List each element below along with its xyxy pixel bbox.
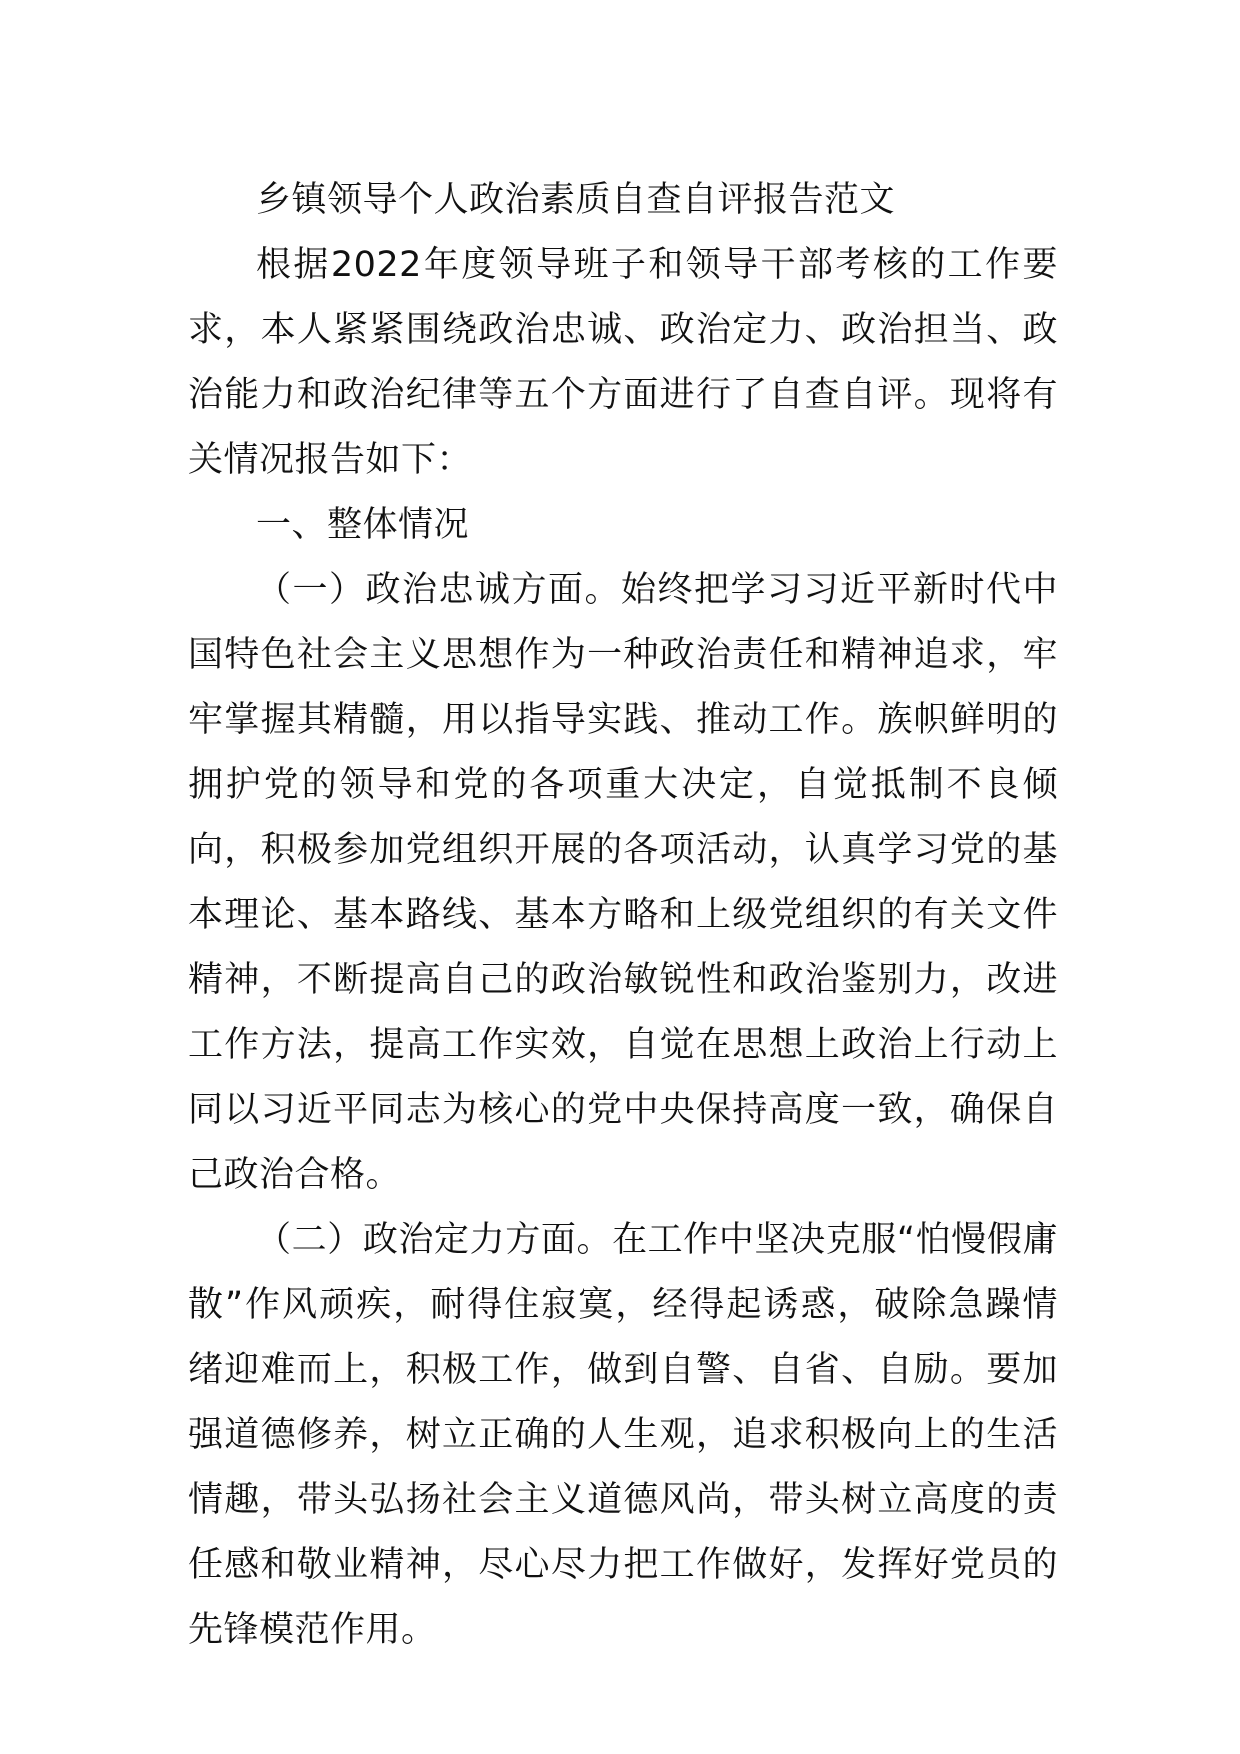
- paragraph-political-determination: （二）政治定力方面。在工作中坚决克服“怕慢假庸散”作风顽疾，耐得住寂寞，经得起诱惑，破除急躁情绪迎难而上，积极工作，做到自警、自省、自励。要加强道德修养，树立正确的人生观，追求积极向上的生活情趣，带头弘扬社会主义道德风尚，带头树立高度的责任感和敬业精神，尽心尽力把工作做好，发挥好党员的先锋模范作用。: [188, 1220, 1058, 1650]
- section-heading: 一、整体情况: [256, 505, 470, 545]
- paragraph-political-loyalty: （一）政治忠诚方面。始终把学习习近平新时代中国特色社会主义思想作为一种政治责任和精神追求，牢牢掌握其精髓，用以指导实践、推动工作。族帜鲜明的拥护党的领导和党的各项重大决定，自觉抵制不良倾向，积极参加党组织开展的各项活动，认真学习党的基本理论、基本路线、基本方略和上级党组织的有关文件精神，不断提高自己的政治敏锐性和政治鉴别力，改进工作方法，提高工作实效，自觉在思想上政治上行动上同以习近平同志为核心的党中央保持高度一致，确保自己政治合格。: [188, 570, 1058, 1195]
- document-body: [188, 168, 1058, 1663]
- intro-paragraph: 根据2022年度领导班子和领导干部考核的工作要求，本人紧紧围绕政治忠诚、政治定力、政治担当、政治能力和政治纪律等五个方面进行了自查自评。现将有关情况报告如下：: [188, 245, 1058, 480]
- document-title: 乡镇领导个人政治素质自查自评报告范文: [256, 180, 896, 220]
